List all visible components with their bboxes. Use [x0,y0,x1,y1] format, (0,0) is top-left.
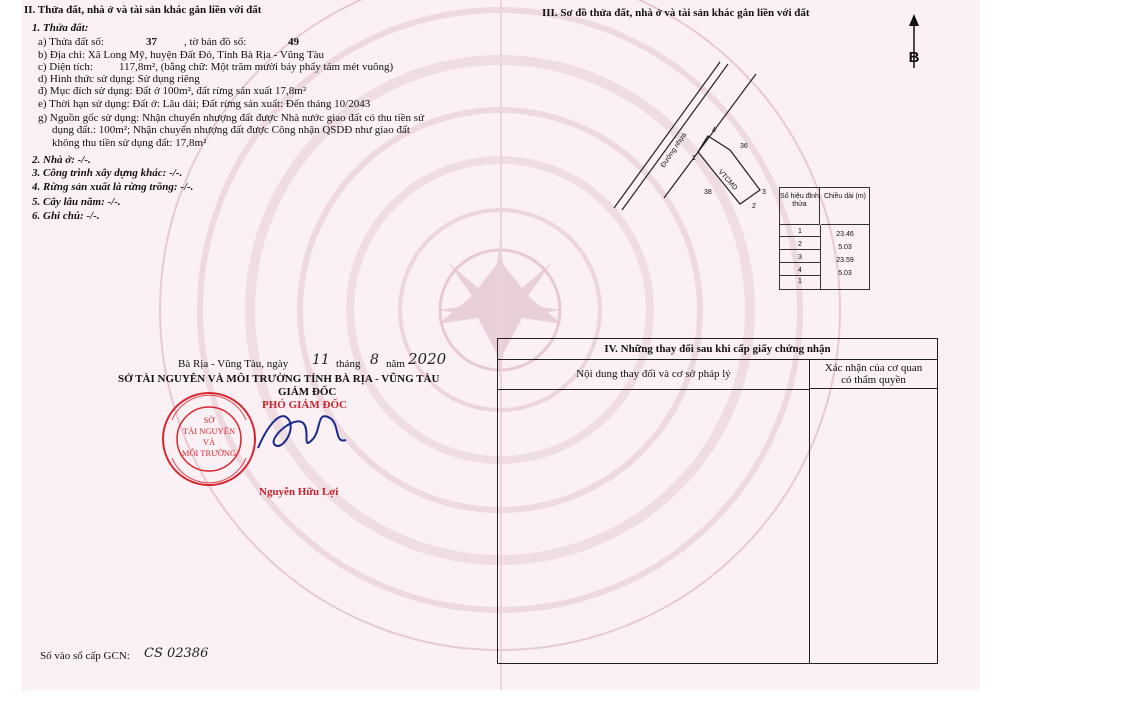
date-day: 11 [312,352,330,368]
section-ii-title: II. Thửa đất, nhà ở và tài sản khác gắn liền với đất [24,4,262,16]
dims-row [780,252,869,265]
origin-line-2: dụng đất.: 100m²; Nhận chuyển nhượng đất được Công nhận QSDĐ như giao đất [52,124,410,136]
use-purpose: đ) Mục đích sử dụng: Đất ở 100m², đất rừng sản xuất 17,8m² [38,85,307,97]
north-label: B [908,49,920,66]
plot-label-36: 36 [740,143,748,150]
plot-label-3: 3 [762,189,766,196]
plot-label-1: 1 [692,155,696,162]
address: b) Địa chỉ: Xã Long Mỹ, huyện Đất Đỏ, Tỉnh Bà Rịa - Vũng Tàu [38,49,324,61]
date-month-label: tháng [336,358,361,370]
dims-point: 1 [798,278,802,285]
changes-title: IV. Những thay đổi sau khi cấp giấy chứng nhận [498,339,937,360]
stamp-line-1: SỞ [203,415,215,425]
section-iii-title: III. Sơ đồ thửa đất, nhà ở và tài sản khác gắn liền với đất [542,7,810,19]
parcel-number: 37 [146,36,157,48]
dims-point: 2 [798,241,802,248]
road-edge-right [622,64,728,210]
date-prefix: Bà Rịa - Vũng Tàu, ngày [178,358,289,370]
plot-label-2: 2 [752,203,756,210]
signature [250,400,360,460]
use-term: e) Thời hạn sử dụng: Đất ở: Lâu dài; Đất rừng sản xuất: Đến tháng 10/2043 [38,98,371,110]
map-label: , tờ bản đồ số: [184,36,247,48]
register-label: Số vào sổ cấp GCN: [40,650,130,662]
dims-length: 23.59 [836,257,854,264]
stamp-line-3: VÀ [202,437,216,447]
date-month: 8 [370,352,379,368]
director-title: GIÁM ĐỐC [278,386,337,398]
dims-header-length: Chiều dài (m) [821,188,869,225]
road-edge-left [614,62,720,208]
stamp-line-4: MÔI TRƯỜNG [181,448,237,458]
area-label: c) Diện tích: [38,61,93,73]
plot-label-38: 38 [704,189,712,196]
dims-row [780,276,869,289]
dims-point: 3 [798,254,802,261]
use-form: d) Hình thức sử dụng: Sử dụng riêng [38,73,200,85]
plot-label-4: 4 [712,127,716,134]
area-value: 117,8m², (bằng chữ: Một trăm mười bảy phẩy tám mét vuông) [119,61,394,73]
official-stamp [160,390,258,488]
changes-col-content: Nội dung thay đổi và cơ sở pháp lý [498,359,810,390]
origin-line-3: không thu tiền sử dụng đất: 17,8m² [52,137,207,149]
north-arrow-icon [900,14,928,70]
dims-row [780,226,869,239]
stamp-line-2: TÀI NGUYÊN [182,426,236,436]
item-perennial: 5. Cây lâu năm: -/-. [32,196,121,208]
corridor-edge [664,74,756,198]
dims-row [780,239,869,252]
item-house: 2. Nhà ở: -/-. [32,154,91,166]
changes-col-confirm-line-2: có thẩm quyền [841,374,906,386]
dims-header-point: Số hiệu đỉnh thửa [780,188,820,225]
corridor-label: VTCMD [716,168,739,192]
date-year: 2020 [408,350,447,368]
land-heading: 1. Thửa đất: [32,22,89,34]
dims-length: 5.03 [838,270,852,277]
road-label: Đường nhựa [659,131,689,170]
origin-line-1: g) Nguồn gốc sử dụng: Nhận chuyển nhượng đất được Nhà nước giao đất có thu tiền sử [38,112,425,124]
item-forest: 4. Rừng sản xuất là rừng trồng: -/-. [32,181,194,193]
signer-name: Nguyễn Hữu Lợi [259,486,339,498]
item-note: 6. Ghi chú: -/-. [32,210,100,222]
dims-length: 23.46 [836,231,854,238]
changes-table [497,338,938,664]
register-number: CS 02386 [144,646,209,661]
deputy-title: PHÓ GIÁM ĐỐC [262,399,347,411]
authority: SỞ TÀI NGUYÊN VÀ MÔI TRƯỜNG TỈNH BÀ RỊA - VŨNG TÀU [118,373,440,385]
dimensions-table [779,187,870,290]
date-year-label: năm [386,358,405,370]
changes-col-confirm-line-1: Xác nhận của cơ quan [824,362,923,374]
dims-point: 4 [798,267,802,274]
dims-length: 5.03 [838,244,852,251]
map-number: 49 [288,36,299,48]
parcel-label: a) Thửa đất số: [38,36,104,48]
dims-point: 1 [798,228,802,235]
changes-col-confirm [810,359,937,389]
parcel-sketch [600,58,780,218]
item-construction: 3. Công trình xây dựng khác: -/-. [32,167,183,179]
